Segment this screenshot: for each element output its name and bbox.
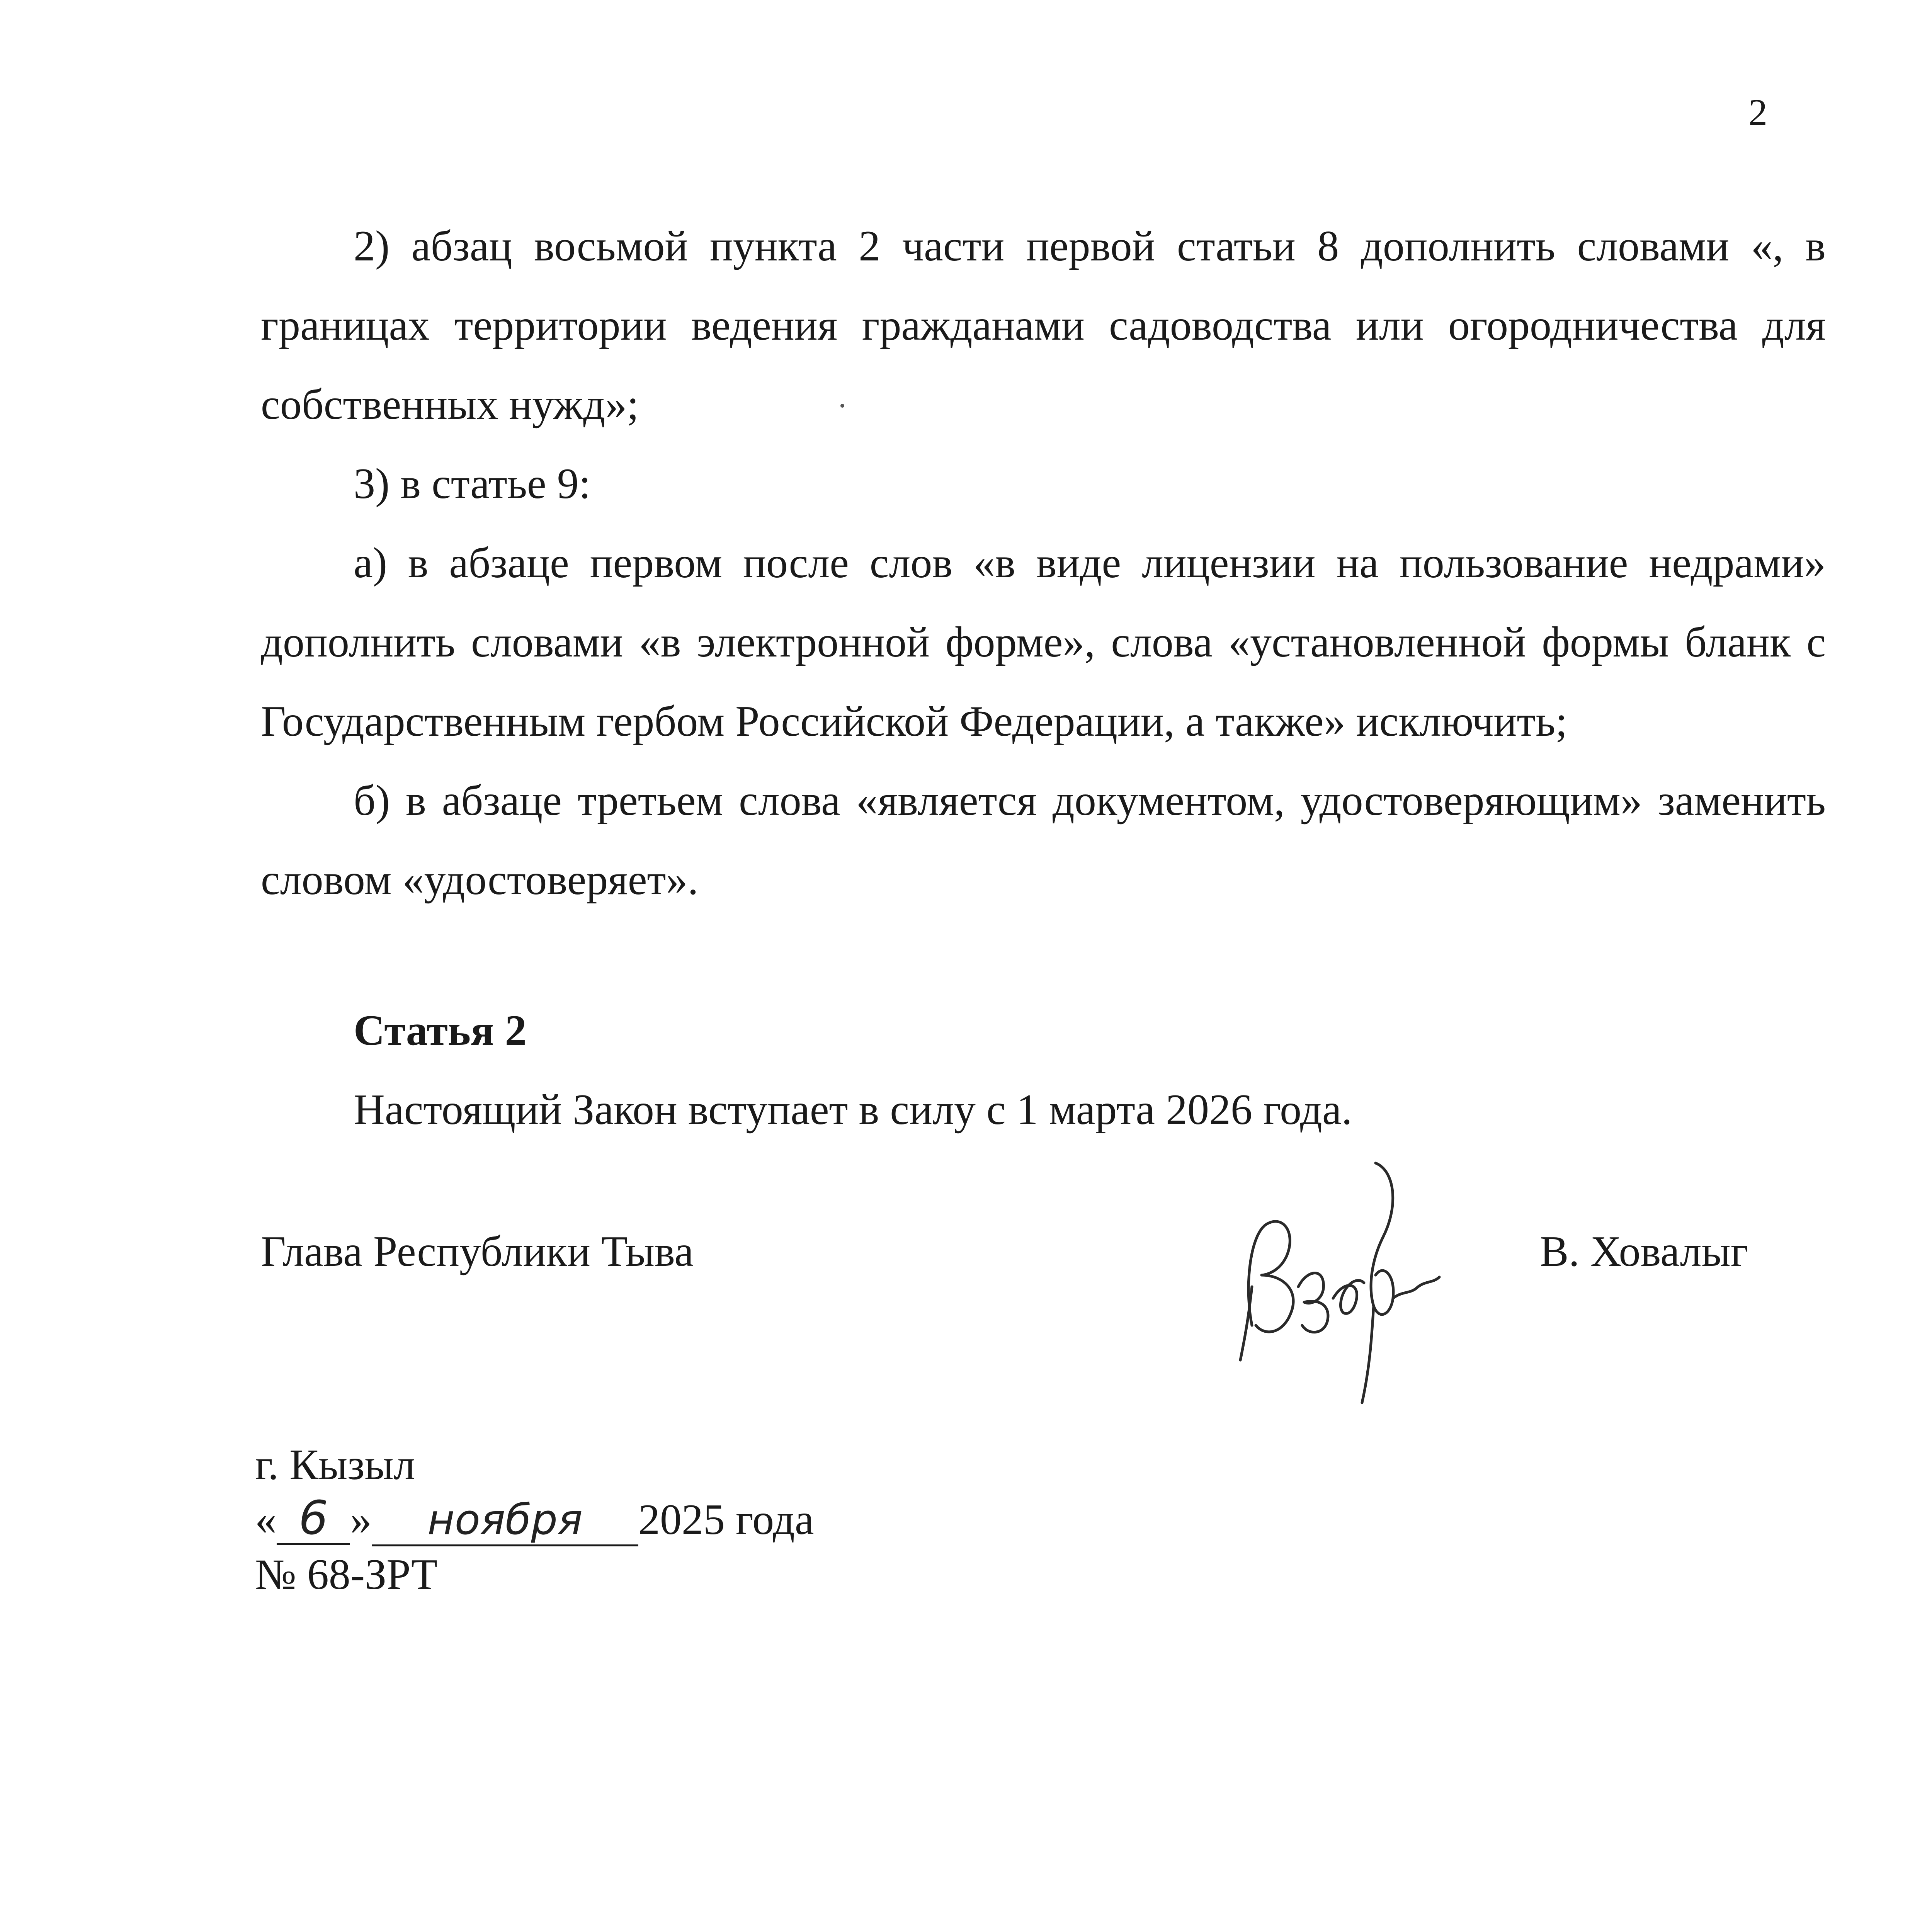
signatory-name: В. Ховалыг [1540,1228,1748,1276]
law-number: № 68-ЗРТ [255,1551,438,1599]
paragraph-amendment-3b: б) в абзаце третьем слова «является документом, удостоверяющим» заменить словом «удостоверяет». [261,777,1826,904]
page-number: 2 [1748,92,1767,133]
document-body [261,207,1826,920]
article-2 [354,991,1352,1150]
place-date-block [255,1437,814,1602]
open-quote: « [255,1496,277,1544]
city-line: г. Кызыл [255,1441,415,1489]
article-title: Статья 2 [354,1007,527,1054]
paragraph-amendment-3a: а) в абзаце первом после слов «в виде лицензии на пользование недрами» дополнить словами «в электронной форме», слова «установленной формы бланк с Государственным гербом Российской Федерации, а также» исключить; [261,539,1826,745]
handwritten-month: ноября [372,1499,638,1546]
year-text: 2025 года [638,1496,814,1544]
article-text: Настоящий Закон вступает в силу с 1 марта 2026 года. [354,1086,1352,1134]
paragraph-amendment-3: 3) в статье 9: [354,460,591,508]
handwritten-signature-icon [1229,1159,1445,1406]
handwritten-day: 6 [277,1497,350,1545]
scan-speck [840,404,844,408]
close-quote: » [350,1496,372,1544]
date-line [255,1492,814,1547]
paragraph-amendment-2: 2) абзац восьмой пункта 2 части первой статьи 8 дополнить словами «, в границах территории ведения гражданами садоводства или огородничества для собственных нужд»; [261,222,1826,429]
signatory-position: Глава Республики Тыва [261,1228,694,1276]
